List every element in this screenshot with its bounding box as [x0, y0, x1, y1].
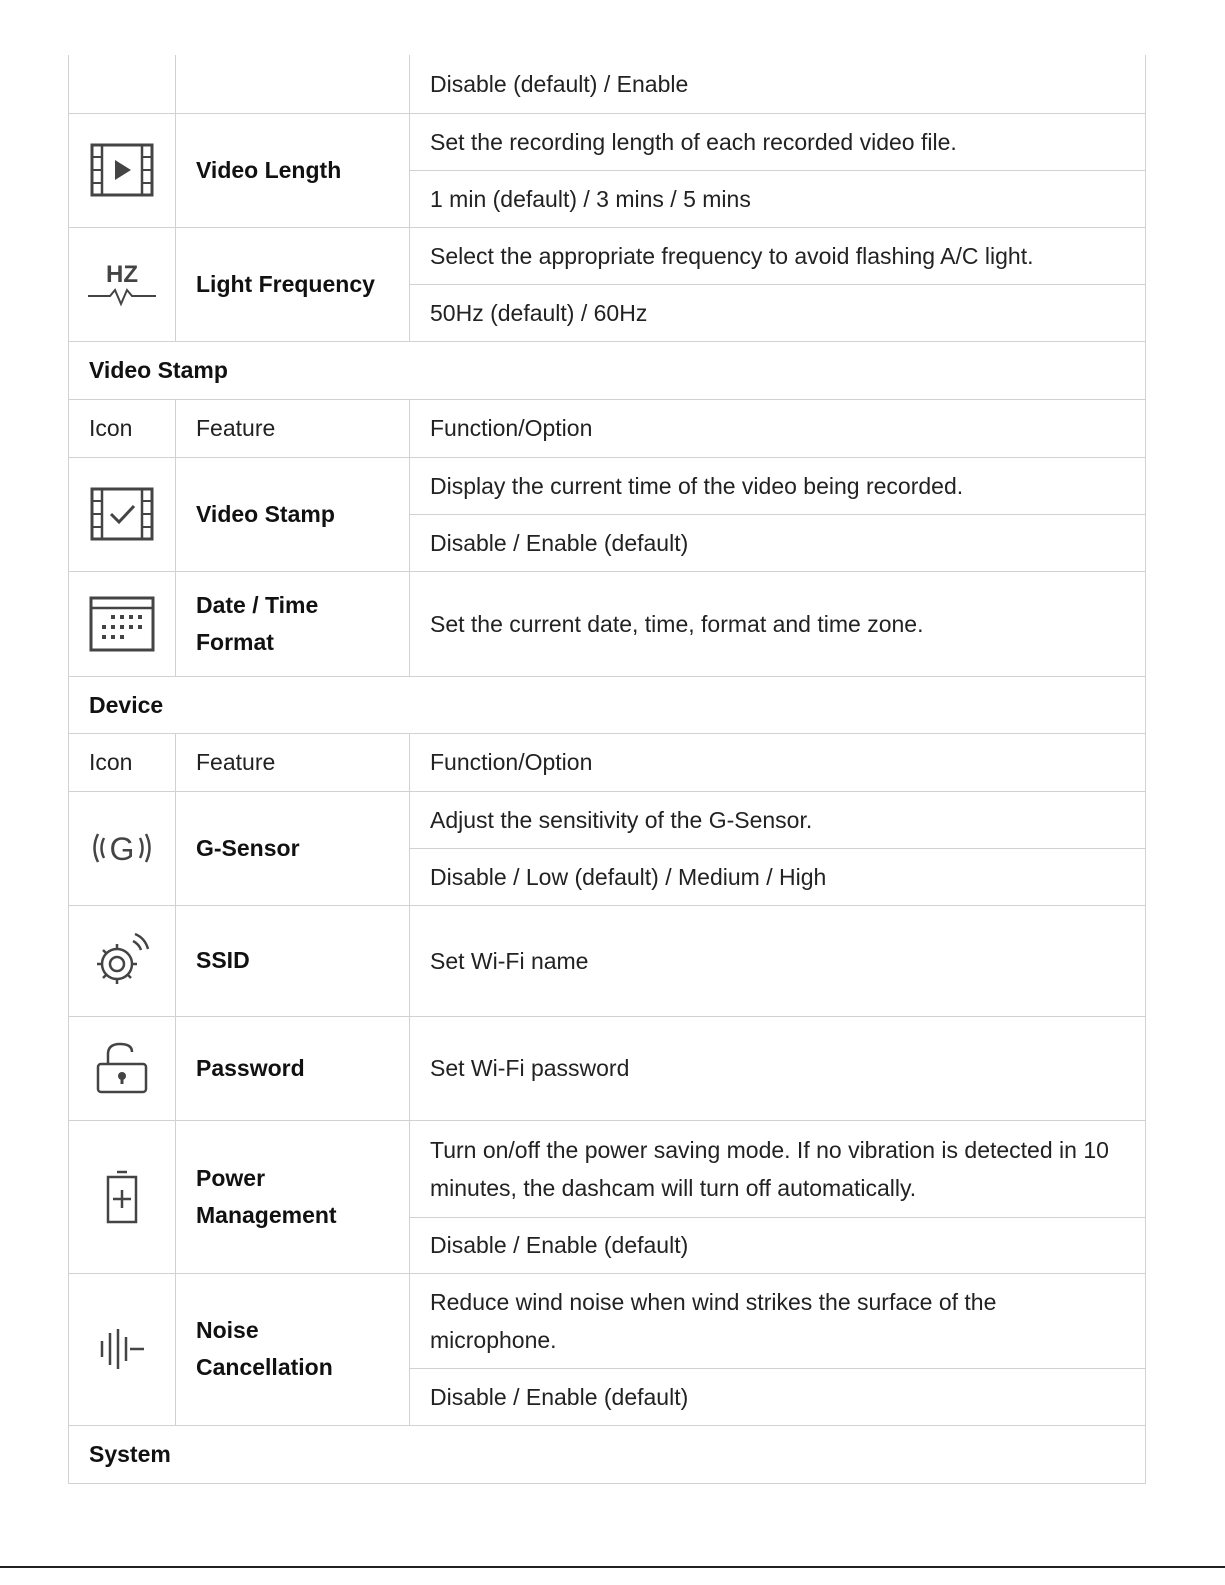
feature-g-sensor: G-Sensor	[176, 791, 410, 905]
description-cell	[410, 1120, 1146, 1217]
icon-cell	[69, 457, 176, 571]
sound-wave-icon	[69, 1327, 175, 1371]
option-cell: Disable / Low (default) / Medium / High	[410, 848, 1146, 905]
feature-line: Noise	[196, 1317, 259, 1343]
feature-light-frequency: Light Frequency	[176, 227, 410, 341]
column-header-row	[69, 399, 1146, 457]
feature-date-time-format	[176, 571, 410, 676]
feature-line: Cancellation	[196, 1354, 333, 1380]
column-header-icon: Icon	[69, 399, 176, 457]
feature-line: Date / Time	[196, 591, 319, 618]
icon-cell	[69, 1016, 176, 1120]
section-header-row	[69, 1425, 1146, 1483]
column-header-feature: Feature	[176, 399, 410, 457]
icon-cell	[69, 55, 176, 113]
column-header-icon: Icon	[69, 733, 176, 791]
icon-cell	[69, 571, 176, 676]
feature-line: Power	[196, 1164, 266, 1191]
icon-cell	[69, 791, 176, 905]
table-row	[69, 571, 1146, 676]
option-cell: Disable / Enable (default)	[410, 1368, 1146, 1425]
table-row	[69, 55, 1146, 113]
column-header-function: Function/Option	[410, 399, 1146, 457]
section-header-row	[69, 676, 1146, 733]
option-cell: 1 min (default) / 3 mins / 5 mins	[410, 170, 1146, 227]
feature-line: Management	[196, 1201, 337, 1228]
option-cell: Disable / Enable (default)	[410, 514, 1146, 571]
column-header-function: Function/Option	[410, 733, 1146, 791]
icon-cell	[69, 113, 176, 227]
table-row	[69, 1120, 1146, 1217]
section-title-system: System	[69, 1425, 1146, 1483]
feature-ssid: SSID	[176, 905, 410, 1016]
page-bottom-rule	[0, 1566, 1225, 1568]
wifi-gear-icon	[69, 930, 175, 992]
description-line: Reduce wind noise when wind strikes the surface of the	[430, 1288, 997, 1315]
icon-cell	[69, 1120, 176, 1273]
icon-cell	[69, 905, 176, 1016]
option-cell: Disable (default) / Enable	[410, 55, 1146, 113]
feature-power-management	[176, 1120, 410, 1273]
description-cell	[410, 1273, 1146, 1368]
g-sensor-icon	[69, 826, 175, 870]
table-row	[69, 227, 1146, 284]
description-line: Turn on/off the power saving mode. If no vibration is detected in 10	[430, 1136, 1109, 1163]
table-row	[69, 1273, 1146, 1368]
description-line: minutes, the dashcam will turn off automatically.	[430, 1174, 917, 1201]
film-play-icon	[69, 143, 175, 197]
battery-plus-icon	[69, 1169, 175, 1225]
table-row	[69, 791, 1146, 848]
table-row	[69, 457, 1146, 514]
feature-video-length: Video Length	[176, 113, 410, 227]
film-check-icon	[69, 487, 175, 541]
description-cell: Adjust the sensitivity of the G-Sensor.	[410, 791, 1146, 848]
description-cell: Set Wi-Fi name	[410, 905, 1146, 1016]
settings-table	[68, 55, 1146, 1484]
icon-cell	[69, 1273, 176, 1425]
description-cell: Select the appropriate frequency to avoid flashing A/C light.	[410, 227, 1146, 284]
hz-frequency-icon	[69, 258, 175, 310]
table-row	[69, 905, 1146, 1016]
hz-icon-text: HZ	[106, 261, 138, 288]
unlocked-padlock-icon	[69, 1040, 175, 1096]
feature-cell	[176, 55, 410, 113]
description-cell: Display the current time of the video being recorded.	[410, 457, 1146, 514]
description-cell: Set Wi-Fi password	[410, 1016, 1146, 1120]
feature-noise-cancellation	[176, 1273, 410, 1425]
table-row	[69, 113, 1146, 170]
column-header-row	[69, 733, 1146, 791]
feature-video-stamp: Video Stamp	[176, 457, 410, 571]
option-cell: 50Hz (default) / 60Hz	[410, 284, 1146, 341]
feature-line: Format	[196, 628, 274, 655]
description-cell: Set the recording length of each recorded video file.	[410, 113, 1146, 170]
g-icon-text: G	[109, 831, 135, 867]
option-cell: Disable / Enable (default)	[410, 1217, 1146, 1273]
section-title-video-stamp: Video Stamp	[69, 341, 1146, 399]
table-row	[69, 1016, 1146, 1120]
column-header-feature: Feature	[176, 733, 410, 791]
section-header-row	[69, 341, 1146, 399]
section-title-device: Device	[69, 676, 1146, 733]
calendar-icon	[69, 596, 175, 652]
description-line: microphone.	[430, 1326, 557, 1353]
description-cell: Set the current date, time, format and time zone.	[410, 571, 1146, 676]
icon-cell	[69, 227, 176, 341]
feature-password: Password	[176, 1016, 410, 1120]
